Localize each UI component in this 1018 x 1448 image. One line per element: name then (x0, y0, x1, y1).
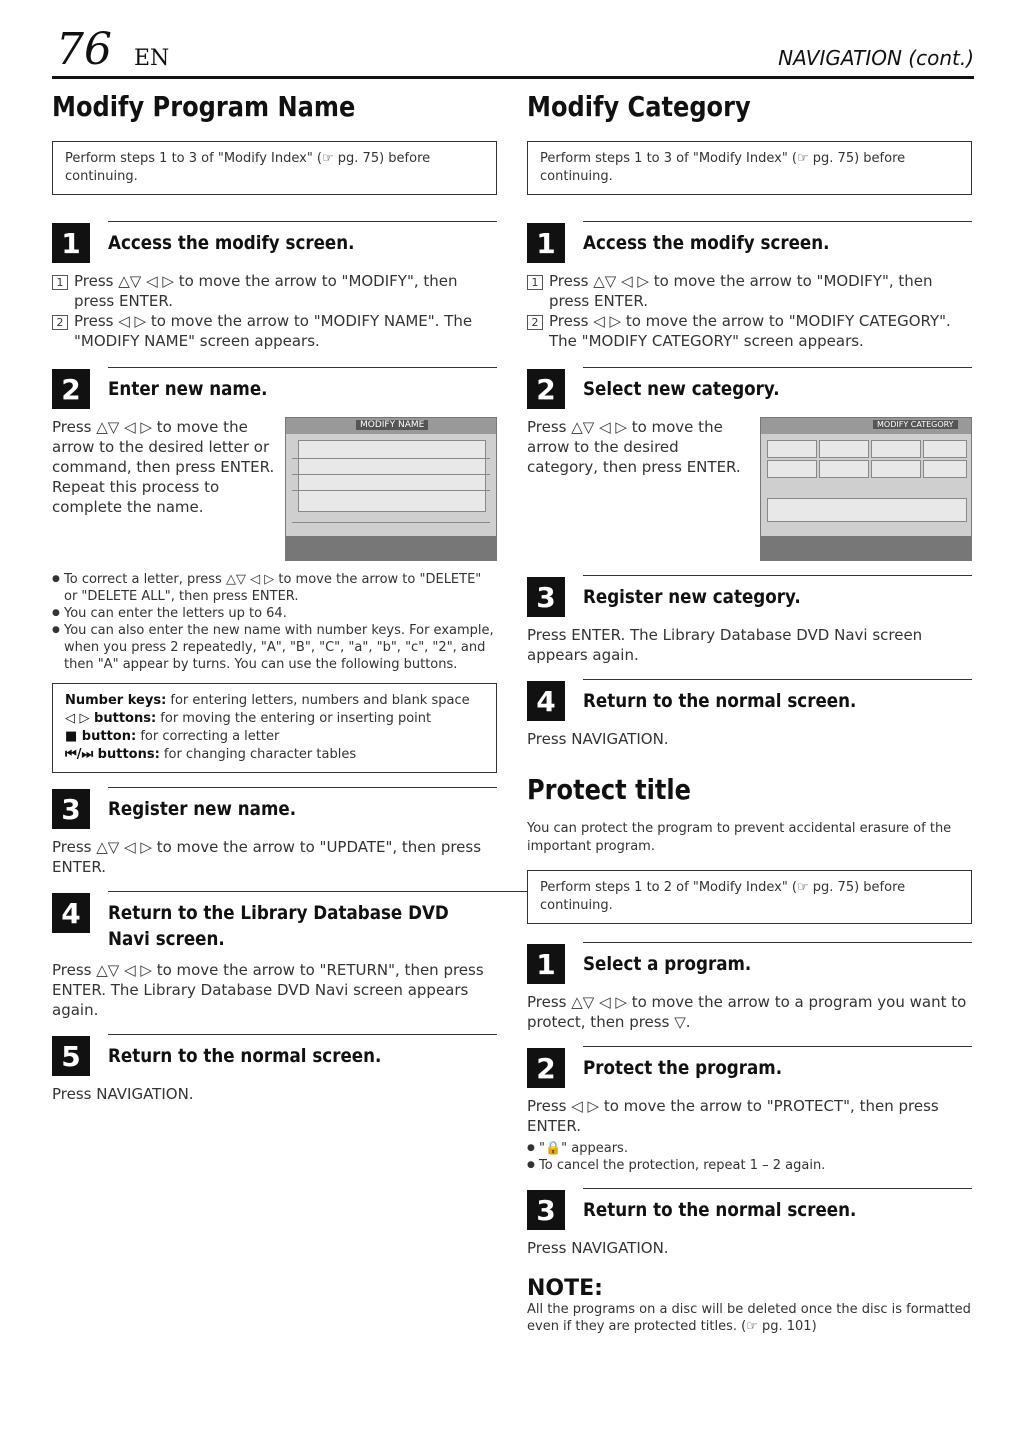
step-text: Press △▽ ◁ ▷ to move the arrow to a program you want to protect, then press ▽. (527, 993, 967, 1031)
step-title: Protect the program. (583, 1057, 783, 1079)
step-number: 2 (527, 1048, 565, 1088)
bullet-item: ● You can also enter the new name with number keys. For example, when you press 2 repeatedly, "A", "B", "C", "a", "b", "c", "2", and then "A" appear by turns. You can use the following buttons. (52, 622, 497, 673)
step-1 (52, 221, 497, 263)
step-title: Access the modify screen. (108, 232, 355, 254)
step-1 (527, 221, 972, 263)
bullet-item: ● To correct a letter, press △▽ ◁ ▷ to move the arrow to "DELETE" or "DELETE ALL", then press ENTER. (52, 571, 497, 605)
key-desc: for correcting a letter (136, 729, 280, 744)
step-3 (527, 575, 972, 617)
substep-text: Press ◁ ▷ to move the arrow to "MODIFY CATEGORY". The "MODIFY CATEGORY" screen appears. (549, 312, 951, 350)
key-name: Number keys: (65, 693, 167, 708)
step-text: Press NAVIGATION. (527, 1239, 669, 1257)
step-number: 2 (527, 369, 565, 409)
step-title: Select new category. (583, 378, 780, 400)
step-body (52, 271, 497, 351)
bullet-item: ● To cancel the protection, repeat 1 – 2 again. (527, 1157, 972, 1174)
bullet-list (52, 571, 497, 673)
page-language: EN (134, 46, 170, 71)
step-4 (527, 679, 972, 721)
step-text: Press NAVIGATION. (52, 1085, 194, 1103)
step-body (52, 417, 497, 561)
step-title: Return to the normal screen. (108, 1045, 382, 1067)
button-usage-box (52, 683, 497, 773)
prerequisite-box: Perform steps 1 to 2 of "Modify Index" (☞ pg. 75) before continuing. (527, 870, 972, 924)
step-title: Enter new name. (108, 378, 268, 400)
step-title: Return to the normal screen. (583, 1199, 857, 1221)
substep-text: Press ◁ ▷ to move the arrow to "MODIFY NAME". The "MODIFY NAME" screen appears. (74, 312, 473, 350)
right-column (527, 90, 972, 1335)
section-title-modify-program-name: Modify Program Name (52, 90, 356, 123)
step-text: Press △▽ ◁ ▷ to move the arrow to "UPDATE", then press ENTER. (52, 838, 482, 876)
step-title: Return to the normal screen. (583, 690, 857, 712)
step-title: Register new name. (108, 798, 297, 820)
section-title-protect-title: Protect title (527, 773, 691, 806)
substep-text: Press △▽ ◁ ▷ to move the arrow to "MODIFY", then press ENTER. (549, 272, 933, 310)
screen-tab-label: MODIFY NAME (356, 420, 428, 430)
protect-step-3 (527, 1188, 972, 1230)
note-heading: NOTE: (527, 1276, 603, 1301)
bullet-item: ● "🔒" appears. (527, 1140, 972, 1157)
step-3 (52, 787, 497, 829)
screen-tab-label: MODIFY CATEGORY (873, 420, 958, 429)
running-title: NAVIGATION (cont.) (778, 46, 974, 70)
page-number: 76 (56, 24, 112, 75)
key-desc: for moving the entering or inserting point (156, 711, 432, 726)
step-number: 5 (52, 1036, 90, 1076)
modify-name-screen-image (285, 417, 497, 561)
substep-number: 2 (52, 315, 68, 330)
step-2 (52, 367, 497, 409)
step-number: 1 (527, 223, 565, 263)
step-text: Press ◁ ▷ to move the arrow to "PROTECT", then press ENTER. (527, 1097, 939, 1135)
key-name: ◁ ▷ buttons: (65, 711, 157, 726)
step-2 (527, 367, 972, 409)
step-number: 3 (527, 1190, 565, 1230)
substep-number: 1 (527, 275, 543, 290)
step-title: Register new category. (583, 586, 801, 608)
page-header (52, 24, 974, 79)
step-text: Press △▽ ◁ ▷ to move the arrow to the desired category, then press ENTER. (527, 418, 741, 476)
step-number: 3 (527, 577, 565, 617)
key-desc: for entering letters, numbers and blank space (166, 693, 470, 708)
step-5 (52, 1034, 497, 1076)
substep-number: 2 (527, 315, 543, 330)
step-title: Access the modify screen. (583, 232, 830, 254)
step-text: Press △▽ ◁ ▷ to move the arrow to the desired letter or command, then press ENTER. Repeat this process to complete the name. (52, 418, 275, 516)
step-body (527, 271, 972, 351)
section-intro: You can protect the program to prevent accidental erasure of the important program. (527, 821, 952, 854)
step-number: 4 (52, 893, 90, 933)
step-number: 3 (52, 789, 90, 829)
key-desc: for changing character tables (159, 747, 357, 762)
bullet-list (527, 1140, 972, 1174)
protect-step-1 (527, 942, 972, 984)
bullet-item: ● You can enter the letters up to 64. (52, 605, 497, 622)
left-column (52, 90, 497, 1104)
step-body (527, 417, 972, 561)
step-title: Return to the Library Database DVD Navi screen. (108, 902, 449, 950)
step-number: 1 (52, 223, 90, 263)
step-number: 1 (527, 944, 565, 984)
step-text: Press ENTER. The Library Database DVD Navi screen appears again. (527, 626, 923, 664)
step-number: 4 (527, 681, 565, 721)
prerequisite-box: Perform steps 1 to 3 of "Modify Index" (☞ pg. 75) before continuing. (52, 141, 497, 195)
note-text: All the programs on a disc will be deleted once the disc is formatted even if they are protected titles. (☞ pg. 101) (527, 1302, 971, 1334)
section-title-modify-category: Modify Category (527, 90, 751, 123)
modify-category-screen-image (760, 417, 972, 561)
protect-step-2 (527, 1046, 972, 1088)
step-text: Press △▽ ◁ ▷ to move the arrow to "RETURN", then press ENTER. The Library Database DVD Navi screen appears again. (52, 961, 484, 1019)
key-name: ⏮/⏭ buttons: (65, 747, 160, 762)
substep-text: Press △▽ ◁ ▷ to move the arrow to "MODIFY", then press ENTER. (74, 272, 458, 310)
substep-number: 1 (52, 275, 68, 290)
key-name: ■ button: (65, 729, 137, 744)
prerequisite-box: Perform steps 1 to 3 of "Modify Index" (☞ pg. 75) before continuing. (527, 141, 972, 195)
step-4 (52, 891, 497, 952)
step-number: 2 (52, 369, 90, 409)
step-title: Select a program. (583, 953, 752, 975)
step-text: Press NAVIGATION. (527, 730, 669, 748)
